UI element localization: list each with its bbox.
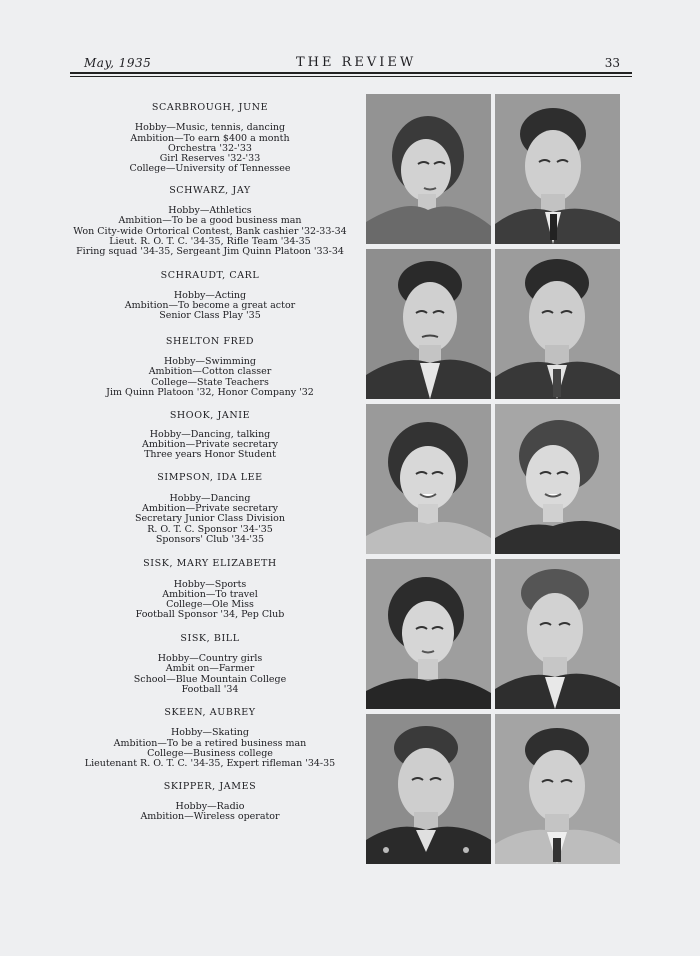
portrait-photo-sisk-mary — [366, 559, 491, 709]
entry-line: Senior Class Play '35 — [159, 310, 261, 322]
student-entry — [60, 411, 360, 460]
student-entry — [60, 473, 360, 545]
student-name: SHELTON FRED — [165, 335, 255, 347]
entry-line: Ambition—To be a retired business man — [113, 737, 307, 749]
entry-line: Hobby—Music, tennis, dancing — [134, 122, 286, 134]
entry-line: Ambition—Private secretary — [141, 438, 278, 450]
student-entry — [60, 782, 360, 823]
entry-line: Hobby—Dancing, talking — [149, 428, 271, 440]
entry-line: Ambition—To earn $400 a month — [130, 132, 290, 144]
entry-line: Three years Honor Student — [144, 449, 276, 461]
portrait-photo-skeen — [366, 714, 491, 864]
header-rule — [70, 72, 632, 77]
entry-line: Ambition—Private secretary — [141, 503, 278, 515]
student-entries — [60, 103, 360, 823]
entry-line: R. O. T. C. Sponsor '34-'35 — [147, 523, 273, 535]
entry-line: Firing squad '34-35, Sergeant Jim Quinn Platoon '33-34 — [76, 246, 344, 258]
student-name: SKEEN, AUBREY — [164, 707, 256, 719]
page-header — [70, 54, 632, 78]
portrait-photo-schraudt — [366, 249, 491, 399]
entry-line: School—Blue Mountain College — [133, 673, 287, 685]
portrait-photo-shook — [366, 404, 491, 554]
entry-line: Ambition—Wireless operator — [140, 811, 280, 823]
student-name: SCHWARZ, JAY — [169, 184, 251, 196]
entry-line: Won City-wide Ortorical Contest, Bank cashier '32-33-34 — [73, 225, 347, 237]
portrait-photo-scarbrough — [366, 94, 491, 244]
portrait-photo-schwarz — [495, 94, 620, 244]
entry-line: Girl Reserves '32-'33 — [159, 153, 261, 165]
entry-line: Ambition—Cotton classer — [148, 366, 272, 378]
entry-line: Hobby—Athletics — [168, 205, 252, 217]
student-entry — [60, 708, 360, 769]
entry-line: College—State Teachers — [151, 376, 269, 388]
publication-title: THE REVIEW — [296, 55, 417, 70]
entry-line: Sponsors' Club '34-'35 — [155, 533, 265, 545]
student-name: SISK, MARY ELIZABETH — [143, 558, 277, 570]
entry-line: Football Sponsor '34, Pep Club — [135, 609, 285, 621]
entry-line: Lieut. R. O. T. C. '34-35, Rifle Team '34-35 — [109, 235, 311, 247]
page-number: 33 — [604, 56, 620, 70]
student-entry — [60, 103, 360, 175]
entry-line: Ambition—To become a great actor — [124, 300, 296, 312]
portrait-photo-simpson — [495, 404, 620, 554]
entry-line: Football '34 — [181, 683, 239, 695]
entry-line: Lieutenant R. O. T. C. '34-35, Expert rifleman '34-35 — [84, 758, 336, 770]
student-entry — [60, 186, 360, 258]
entry-line: Hobby—Swimming — [164, 356, 256, 368]
entry-line: Ambition—To travel — [162, 588, 258, 600]
entry-line: Ambit on—Farmer — [165, 663, 255, 675]
entry-line: Jim Quinn Platoon '32, Honor Company '32 — [106, 386, 314, 398]
student-name: SHOOK, JANIE — [169, 410, 251, 422]
entry-line: Secretary Junior Class Division — [135, 513, 285, 525]
student-entry — [60, 559, 360, 620]
entry-line: Hobby—Sports — [173, 578, 247, 590]
issue-date: May, 1935 — [84, 56, 152, 70]
portrait-photo-shelton — [495, 249, 620, 399]
student-entry — [60, 271, 360, 322]
student-entry — [60, 337, 360, 398]
entry-line: College—Business college — [147, 748, 273, 760]
student-entry — [60, 634, 360, 695]
student-name: SIMPSON, IDA LEE — [157, 472, 263, 484]
entry-line: Hobby—Country girls — [157, 652, 263, 664]
student-name: SKIPPER, JAMES — [163, 780, 257, 792]
entry-line: Hobby—Acting — [173, 289, 247, 301]
entry-line: Hobby—Skating — [170, 727, 250, 739]
portrait-photo-skipper — [495, 714, 620, 864]
student-name: SISK, BILL — [180, 632, 240, 644]
portrait-photo-sisk-bill — [495, 559, 620, 709]
entry-line: Ambition—To be a good business man — [118, 215, 302, 227]
entry-line: Orchestra '32-'33 — [168, 142, 252, 154]
entry-line: Hobby—Radio — [175, 800, 245, 812]
entry-line: Hobby—Dancing — [169, 492, 251, 504]
entry-line: College—University of Tennessee — [129, 163, 291, 175]
student-name: SCHRAUDT, CARL — [160, 269, 260, 281]
entry-line: College—Ole Miss — [166, 599, 254, 611]
student-name: SCARBROUGH, JUNE — [151, 102, 269, 113]
